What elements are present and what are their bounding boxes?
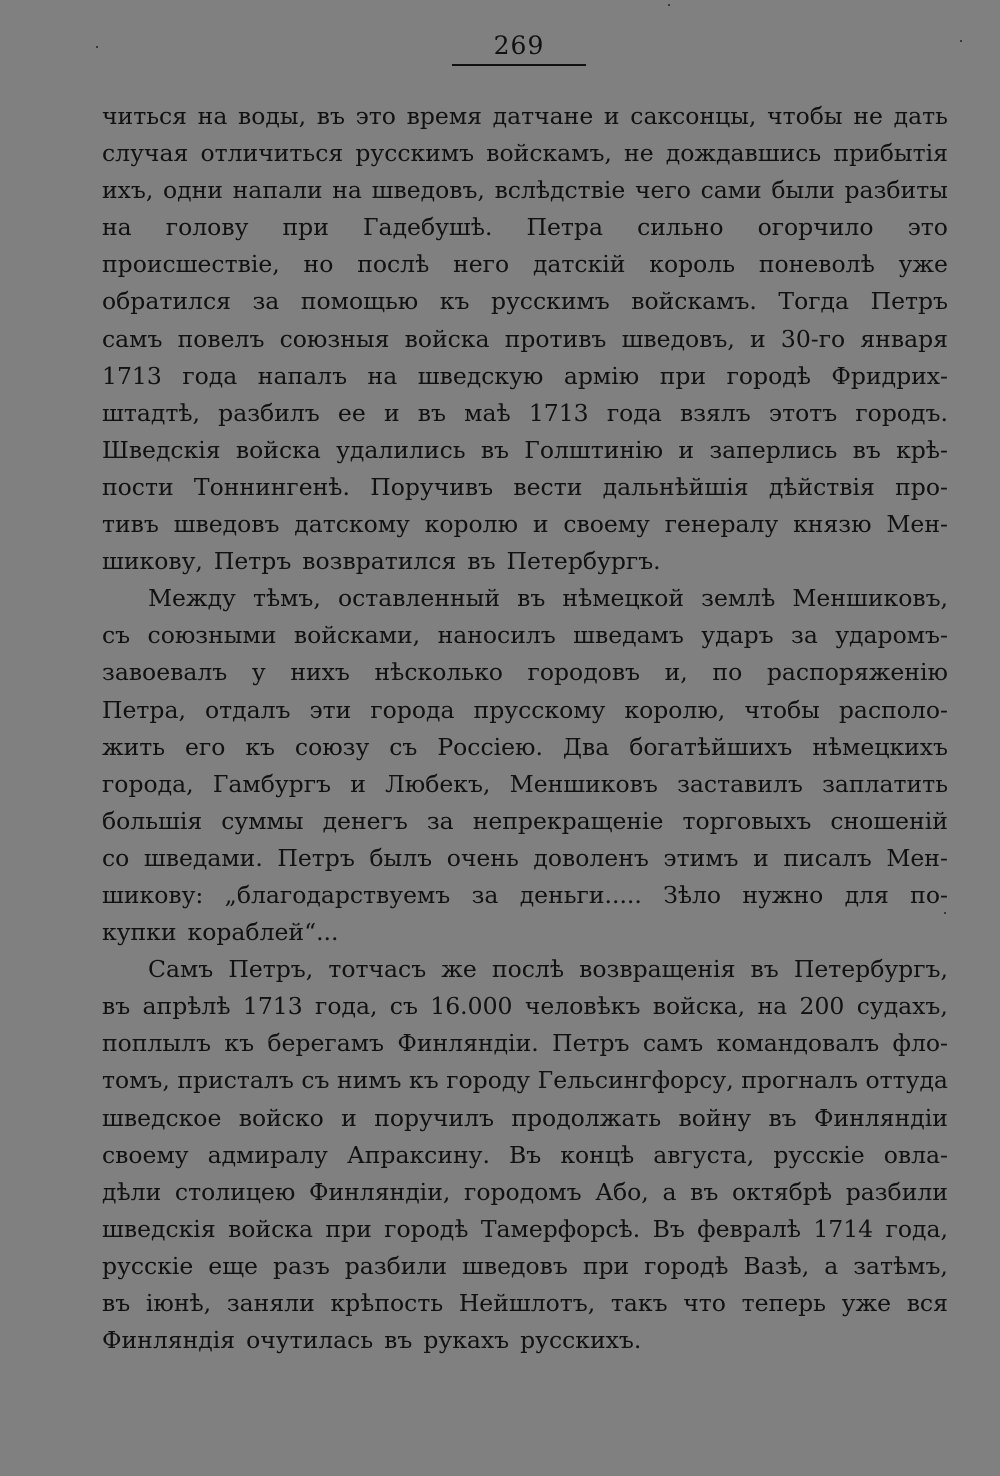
text-line: дѣли столицею Финляндіи, городомъ Або, а въ октябрѣ разбили <box>102 1177 948 1206</box>
paper-speck <box>96 46 98 48</box>
text-line: Между тѣмъ, оставленный въ нѣмецкой землѣ Меншиковъ, <box>148 584 948 613</box>
text-line: русскіе еще разъ разбили шведовъ при городѣ Вазѣ, а затѣмъ, <box>102 1251 948 1280</box>
page-number: 269 <box>493 31 545 60</box>
text-line: шикову: „благодарствуемъ за деньги..... Зѣло нужно для по- <box>102 880 948 909</box>
paper-speck <box>668 4 670 6</box>
text-line: тивъ шведовъ датскому королю и своему генералу князю Мен- <box>102 510 948 539</box>
text-line: 1713 года напалъ на шведскую армію при городѣ Фридрих- <box>102 361 948 390</box>
body-text <box>102 98 948 1359</box>
text-line: жить его къ союзу съ Россіею. Два богатѣйшихъ нѣмецкихъ <box>102 732 948 761</box>
text-line: Финляндія очутилась въ рукахъ русскихъ. <box>102 1326 642 1355</box>
text-line: со шведами. Петръ былъ очень доволенъ этимъ и писалъ Мен- <box>102 843 948 872</box>
paper-speck <box>960 40 962 42</box>
text-line: шведскія войска при городѣ Тамерфорсѣ. Въ февралѣ 1714 года, <box>102 1214 948 1243</box>
text-line: Петра, отдалъ эти города прусскому королю, чтобы располо- <box>102 695 948 724</box>
text-line: пости Тоннингенѣ. Поручивъ вести дальнѣйшія дѣйствія про- <box>102 472 948 501</box>
text-line: своему адмиралу Апраксину. Въ концѣ августа, русскіе овла- <box>102 1140 948 1169</box>
text-line: въ апрѣлѣ 1713 года, съ 16.000 человѣкъ войска, на 200 судахъ, <box>102 992 948 1021</box>
text-line: купки кораблей“... <box>102 918 339 947</box>
text-line: большія суммы денегъ за непрекращеніе торговыхъ сношеній <box>102 806 948 835</box>
text-line: происшествіе, но послѣ него датскій король поневолѣ уже <box>102 250 948 279</box>
text-line: Шведскія войска удалились въ Голштинію и заперлись въ крѣ- <box>102 435 948 464</box>
text-line: поплылъ къ берегамъ Финляндіи. Петръ самъ командовалъ фло- <box>102 1029 948 1058</box>
text-line: самъ повелъ союзныя войска противъ шведовъ, и 30-го января <box>102 324 948 353</box>
text-line: на голову при Гадебушѣ. Петра сильно огорчило это <box>102 213 948 242</box>
text-line: завоевалъ у нихъ нѣсколько городовъ и, по распоряженію <box>102 658 948 687</box>
text-line: случая отличиться русскимъ войскамъ, не дождавшись прибытія <box>102 139 948 168</box>
text-line: Самъ Петръ, тотчасъ же послѣ возвращенія въ Петербургъ, <box>148 955 948 984</box>
text-line: шведское войско и поручилъ продолжать войну въ Финляндіи <box>102 1103 948 1132</box>
text-line: читься на воды, въ это время датчане и саксонцы, чтобы не дать <box>102 102 948 130</box>
text-line: въ іюнѣ, заняли крѣпость Нейшлотъ, такъ что теперь уже вся <box>102 1289 948 1317</box>
page-header <box>452 30 586 66</box>
text-line: штадтѣ, разбилъ ее и въ маѣ 1713 года взялъ этотъ городъ. <box>102 398 948 427</box>
text-line: шикову, Петръ возвратился въ Петербургъ. <box>102 547 661 576</box>
text-line: обратился за помощью къ русскимъ войскамъ. Тогда Петръ <box>102 287 948 316</box>
paper-speck <box>944 912 946 914</box>
text-line: города, Гамбургъ и Любекъ, Меншиковъ заставилъ заплатить <box>102 769 948 798</box>
text-line: ихъ, одни напали на шведовъ, вслѣдствіе чего сами были разбиты <box>102 176 948 205</box>
header-rule <box>452 64 586 66</box>
text-line: съ союзными войсками, наносилъ шведамъ ударъ за ударомъ- <box>102 621 948 650</box>
text-line: томъ, присталъ съ нимъ къ городу Гельсингфорсу, прогналъ оттуда <box>102 1066 948 1095</box>
